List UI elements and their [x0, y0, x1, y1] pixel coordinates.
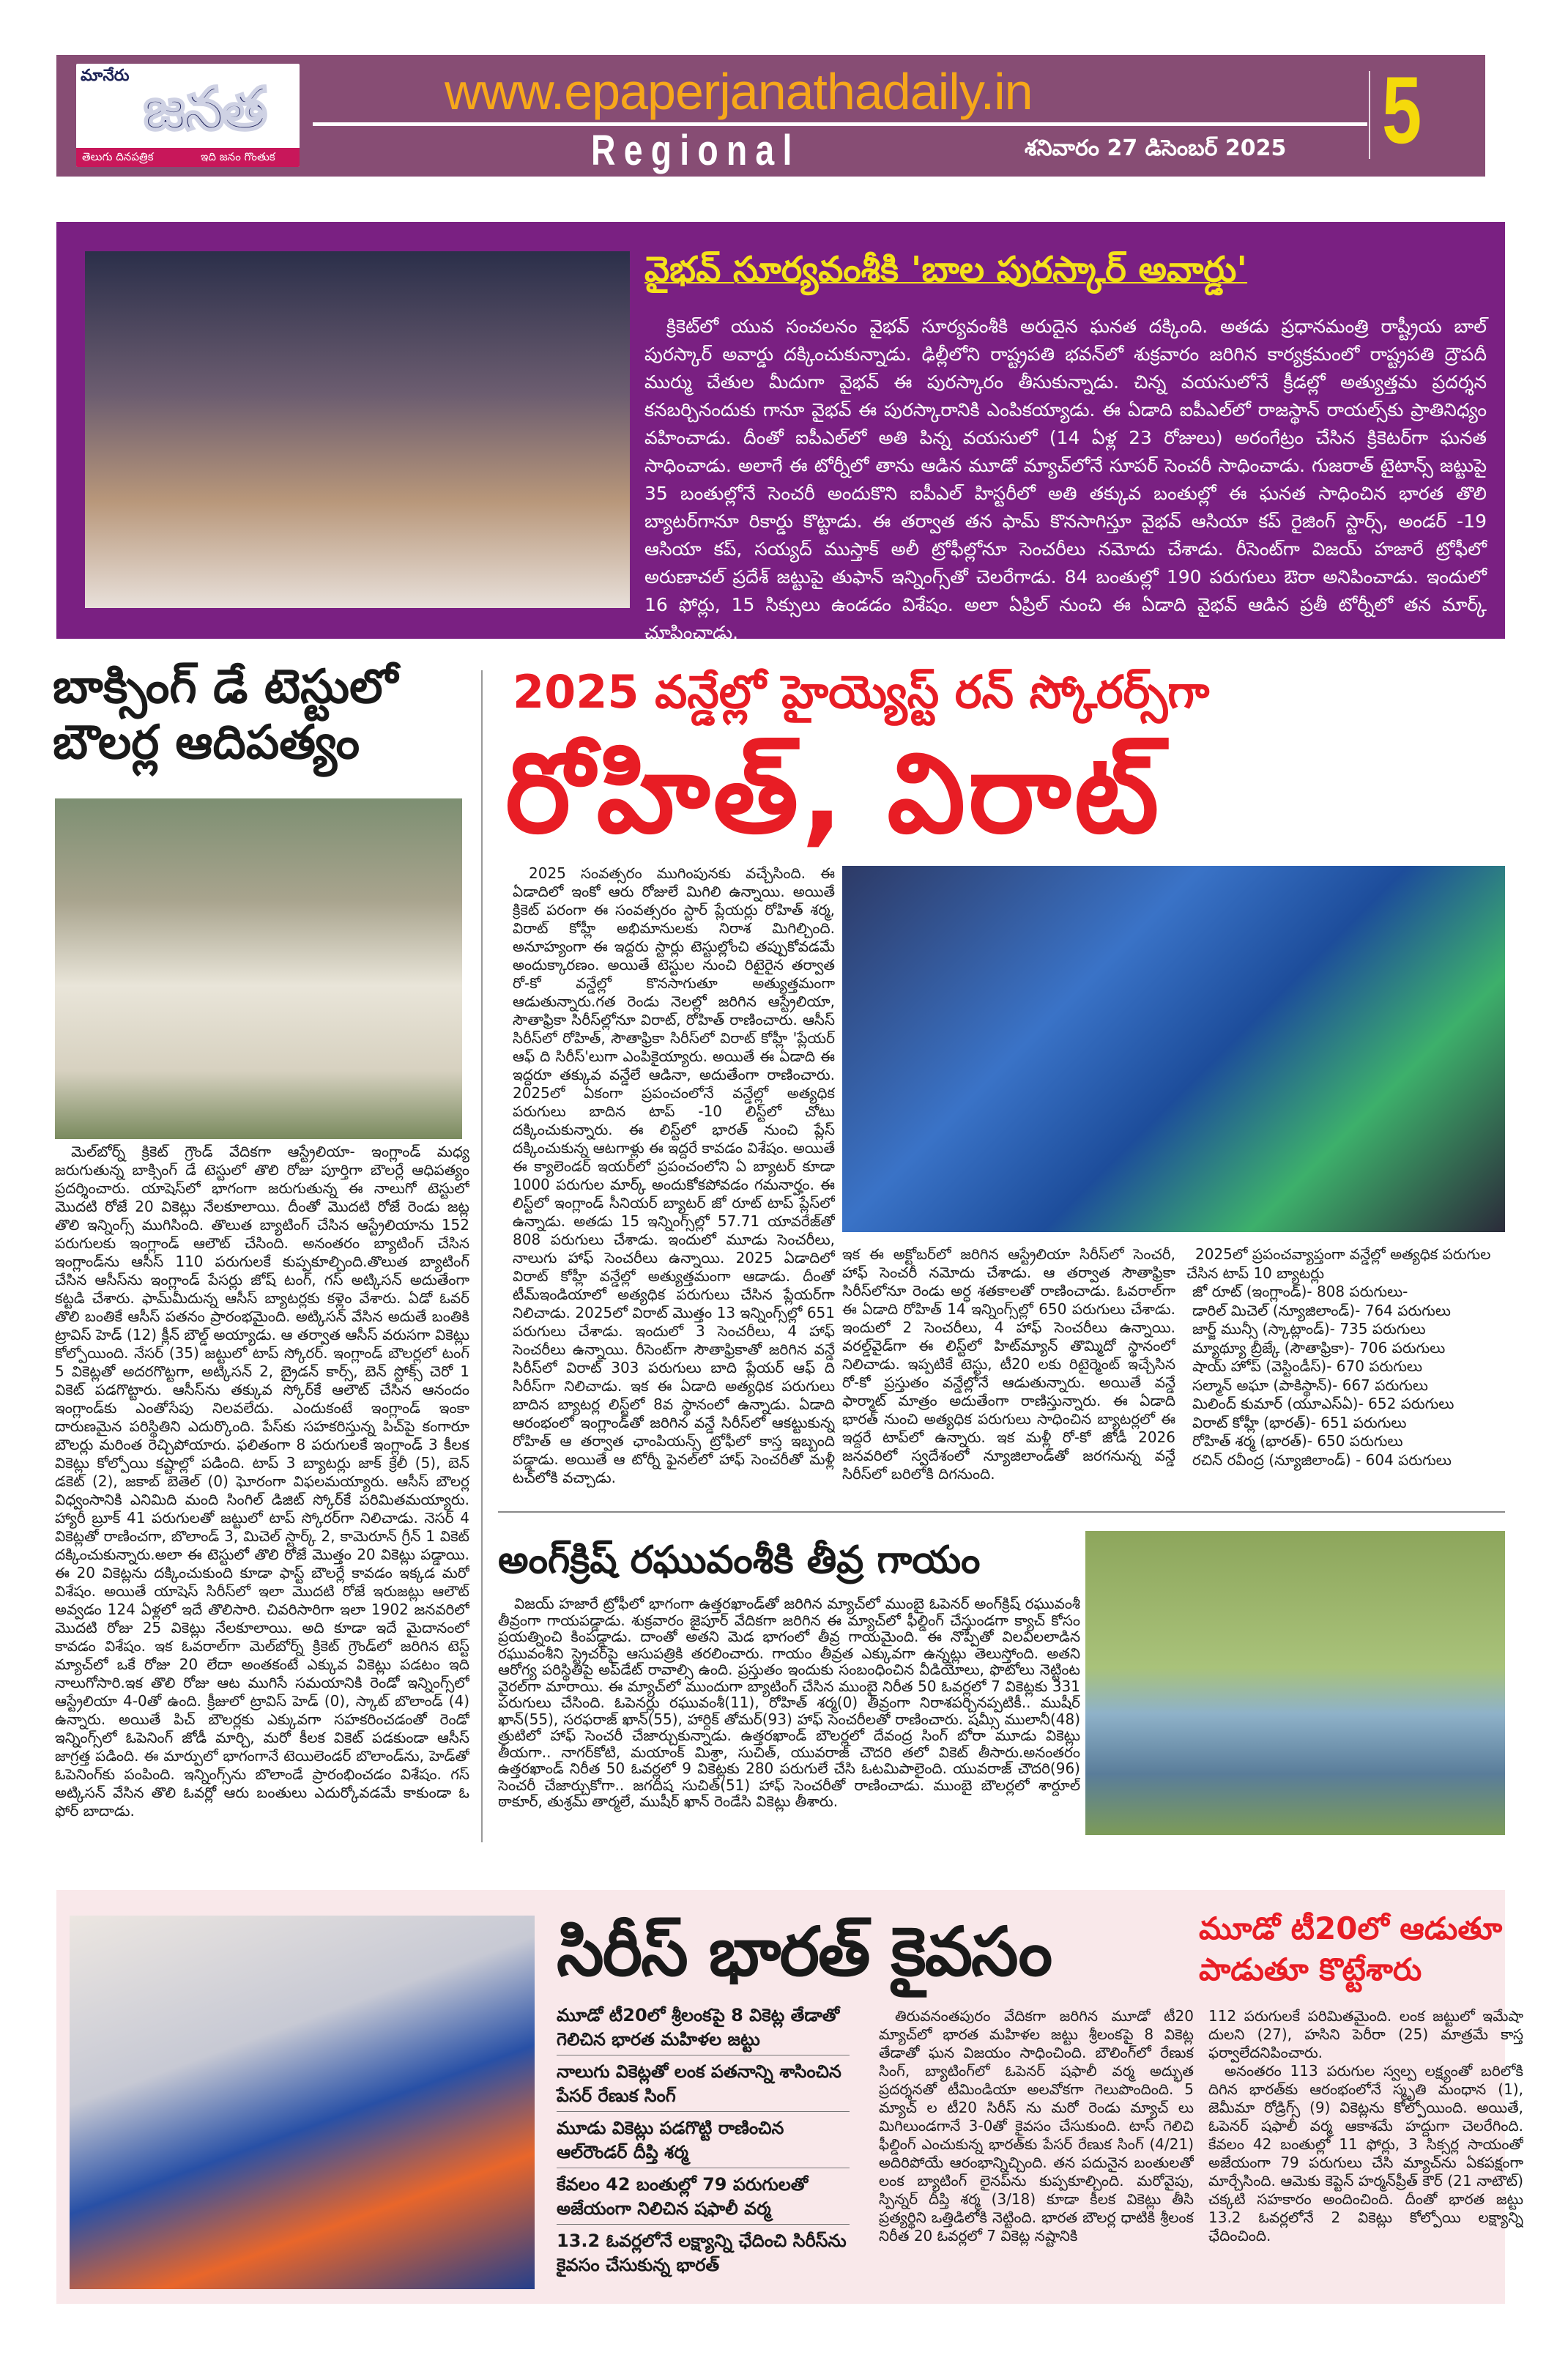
series-article-column-2: [1208, 2007, 1523, 2286]
boxing-headline: [53, 659, 477, 771]
series-red-line1: మూడో టీ20లో ఆడుతూ: [1199, 1910, 1503, 1946]
australia-players-celebration-photo: [55, 798, 462, 1139]
top10-item: విరాట్ కోహ్లీ (భారత్)- 651 పరుగులు: [1192, 1413, 1407, 1431]
rohit-article-column-2: [842, 1245, 1175, 1524]
top10-item: సల్మాన్ అఘా (పాకిస్థాన్)- 667 పరుగులు: [1192, 1376, 1428, 1394]
series-red-headline: [1199, 1908, 1503, 1990]
page-number-divider: [1369, 71, 1370, 159]
series-headline: సిరీస్ భారత్ కైవసం: [557, 1913, 1052, 1991]
rohit-paragraph-2: ఇక ఈ అక్టోబర్‌లో జరిగిన ఆస్ట్రేలియా సిరీస్‌లో సెంచరీ, హాఫ్ సెంచరీ నమోదు చేశాడు. ఆ తర్వాత సౌతాఫ్రికా సిరీస్‌లోనూ రెండు అర్ధ శతకాలతో రాణించాడు. ఓవరాల్‌గా ఈ ఏడాది రోహిత్ 14 ఇన్నింగ్స్‌ల్లో 650 పరుగులు చేశాడు. ఇందులో 2 సెంచరీలు, 4 హాఫ్ సెంచరీలు ఉన్నాయి. వరల్డ్‌వైడ్‌గా ఈ లిస్ట్‌లో హిట్‌మ్యాన్ తొమ్మిదో స్థానంలో నిలిచాడు. ఇప్పటికే టెస్టు, టీ20 లకు రిటైర్మెంట్ ఇచ్చేసిన రో-కో ప్రస్తుతం వన్డేల్లోనే ఆడుతున్నారు. అయితే వన్డే ఫార్మాట్ మాత్రం అదుతేంగా రాణిస్తున్నారు. ఈ ఏడాది భారత్ నుంచి అత్యధిక పరుగులు సాధించిన బ్యాటర్లలో ఈ ఇద్దరే టాప్‌లో ఉన్నారు. ఇక మళ్లీ రో-కో జోడీ 2026 జనవరిలో స్వదేశంలో న్యూజిలాండ్‌తో జరగనున్న వన్డే సిరీస్‌లో బరిలోకి దిగనుంది.: [842, 1245, 1175, 1483]
boxing-headline-line1: బాక్సింగ్ డే టెస్టులో: [53, 660, 398, 714]
highlight-item: 13.2 ఓవర్లలోనే లక్ష్యాన్ని ఛేదించి సిరీస్‌ను కైవసం చేసుకున్న భారత్: [557, 2231, 847, 2275]
series-article: [56, 1890, 1523, 2304]
boxing-paragraph: మెల్‌బోర్న్ క్రికెట్ గ్రౌండ్ వేదికగా ఆస్ట్రేలియా- ఇంగ్లాండ్ మధ్య జరుగుతున్న బాక్సింగ్ డే టెస్టులో తొలి రోజు పూర్తిగా బౌలర్లే ఆధిపత్యం ప్రదర్శించారు. యాషెస్‌లో భాగంగా జరుగుతున్న ఈ నాలుగో టెస్టులో మొదటి రోజే 20 వికెట్లు నేలకూలాయి. దీంతో మొదటి రోజే రెండు జట్ల తొలి ఇన్నింగ్స్ ముగిసింది. తొలుత బ్యాటింగ్ చేసిన ఆస్ట్రేలియాను 152 పరుగులకు ఇంగ్లాండ్ ఆలౌట్ చేసింది. అనంతరం బ్యాటింగ్ చేసిన ఇంగ్లాండ్‌ను ఆసీస్ 110 పరుగులకే కుప్పకూల్చింది.తొలుత బ్యాటింగ్ చేసిన ఆసీస్‌ను ఇంగ్లాండ్ పేసర్లు జోష్ టంగ్, గస్ అట్కిసన్ అదుతేంగా కట్టడి చేశారు. ఫామ్‌మీదున్న ఆసీస్ బ్యాటర్లకు కళ్లెం వేశారు. ఏడో ఓవర్ తొలి బంతికే ఆసీస్ పతనం ప్రారంభమైంది. అట్కిసన్ వేసిన అదుతే బంతికి ట్రావిస్ హెడ్ (12) క్లీన్ బౌల్డ్ అయ్యాడు. ఆ తర్వాత ఆసీస్ వరుసగా వికెట్లు కోల్పోయింది. నేసర్ (35) జట్టులో టాప్ స్కోరర్. ఇంగ్లాండ్ బౌలర్లలో టంగ్ 5 వికెట్లతో అదరగొట్టగా, అట్కిసన్ 2, బ్రైడన్ కార్స్, బెన్ స్టోక్స్ చెరో 1 వికెట్ పడగొట్టారు. ఆసీస్‌ను తక్కువ స్కోర్‌కే ఆలౌట్ చేసిన ఆనందం ఇంగ్లాండ్‌కు ఎంతోసేపు నిలవలేదు. ఎందుకంటే ఇంగ్లాండ్ ఇంకా దారుణమైన పరిస్థితిని ఎదుర్కొంది. పేస్‌కు సహకరిస్తున్న పిచ్‌పై కంగారూ బౌలర్లు మరింత రెచ్చిపోయారు. ఫలితంగా 8 పరుగులకే ఇంగ్లాండ్ 3 కీలక వికెట్లు కోల్పోయి కష్టాల్లో పడింది. టాప్ 3 బ్యాటర్లు జాక్ క్రేలీ (5), బెన్ డకెట్ (2), జకాబ్ బెతెల్ (0) ఘోరంగా విఫలమయ్యారు. ఆసీస్ బౌలర్ల విధ్వంసానికి ఎనిమిది మంది సింగిల్ డిజిట్ స్కోర్‌కే పరిమితమయ్యారు. హ్యారీ బ్రూక్ 41 పరుగులతో జట్టులో టాప్ స్కోరర్‌గా నిలిచాడు. నెసర్ 4 వికెట్లతో రాణించగా, బొలాండ్ 3, మిచెల్ స్టార్క్ 2, కామెరూన్ గ్రీన్ 1 వికెట్ దక్కించుకున్నారు.అలా ఈ టెస్టులో తొలి రోజే మొత్తం 20 వికెట్లు పడ్డాయి. ఈ 20 వికెట్లను దక్కించుకుంది కూడా ఫాస్ట్ బౌలర్లే కావడం ఇక్కడ మరో విశేషం. అయితే యాషెస్ సిరీస్‌లో ఇలా మొదటి రోజే ఇరుజట్లు ఆలౌట్ అవ్వడం 124 ఏళ్లలో ఇదే తొలిసారి. చివరిసారిగా ఇలా 1902 జనవరిలో మొదటి రోజు 25 వికెట్లు నేలకూలాయి. అది కూడా ఇదే మైదానంలో కావడం విశేషం. ఇక ఓవరాల్‌గా మెల్‌బోర్న్ క్రికెట్ గ్రౌండ్‌లో జరిగిన టెస్ట్ మ్యాచ్‌లో ఒకే రోజు 20 లేదా అంతకంటే ఎక్కువ వికెట్లు పడటం ఇది నాలుగోసారి.ఇక తొలి రోజు ఆట ముగిసే సమయానికి రెండో ఇన్నింగ్స్‌లో ఆస్ట్రేలియా 4-0తో ఉంది. క్రీజులో ట్రావిస్ హెడ్ (0), స్కాట్ బొలాండ్ (4) ఉన్నారు. అయితే పిచ్ బౌలర్లకు ఎక్కువగా సహకరించడంతో రెండో ఇన్నింగ్స్‌లో ఓపెనింగ్ జోడీ మార్చి, మరో కీలక వికెట్ పడకుండా ఆసీస్ జాగ్రత్త పడింది. ఈ మార్పులో భాగంగానే టెయిలెండర్ బొలాండ్‌ను, హెడ్‌తో ఓపెనింగ్‌కు పంపింది. ఇన్నింగ్స్‌ను బొలాండే ప్రారంభించడం విశేషం. గస్ అట్కిసన్ వేసిన తొలి ఓవర్లో ఆరు బంతులు ఎదుర్కోవడమే కాకుండా ఓ ఫోర్ బాదాడు.: [55, 1143, 469, 1820]
header-divider: [313, 122, 1367, 126]
highlight-item: మూడు వికెట్లు పడగొట్టి రాణించిన ఆల్‌రౌండర్ దీప్తి శర్మ: [557, 2115, 850, 2168]
section-divider: [498, 1511, 1505, 1513]
rohit-article-column-1: [513, 864, 835, 1524]
rohit-virat-photo: [842, 866, 1505, 1232]
series-red-line2: పాడుతూ కొట్టేశారు: [1199, 1951, 1422, 1987]
logo-wordmark: జనత: [144, 75, 264, 143]
logo-tagline-top: మానేరు: [81, 67, 130, 85]
feature-article-vaibhav: [56, 222, 1505, 643]
feature-headline: వైభవ్ సూర్యవంశీకి 'బాల పురస్కార్ అవార్డు': [644, 249, 1248, 290]
boxing-article-body: [55, 1143, 469, 1842]
top10-batters-list: [1186, 1245, 1509, 1469]
top10-item: రచిన్ రవీంద్ర (న్యూజిలాండ్) - 604 పరుగులు: [1192, 1450, 1452, 1469]
issue-date: శనివారం 27 డిసెంబర్ 2025: [1025, 136, 1287, 161]
rohit-virat-headline: రోహిత్, విరాట్: [505, 730, 1162, 858]
india-women-players-photo: [70, 1916, 535, 2289]
top10-item: డారిల్ మిచెల్ (న్యూజిలాండ్)- 764 పరుగులు: [1192, 1301, 1451, 1319]
series-paragraph-2: 112 పరుగులకే పరిమితమైంది. లంక జట్టులో ఇమేషా దులని (27), హసిని పెరీరా (25) మాత్రమే కాస్త ఫర్వాలేదనిపించారు.: [1208, 2007, 1523, 2061]
series-article-column-1: [879, 2007, 1194, 2286]
rohit-virat-subheadline: 2025 వన్డేల్లో హైయ్యెస్ట్ రన్ స్కోరర్స్‌గా: [513, 665, 1210, 719]
website-url[interactable]: www.epaperjanathadaily.in: [445, 63, 1033, 120]
top10-item: మ్యాథ్యూ బ్రీజ్కే (సౌతాఫ్రికా)- 706 పరుగులు: [1192, 1338, 1446, 1357]
highlights-list: [557, 2002, 850, 2283]
award-ceremony-photo: [85, 251, 630, 608]
logo-strip-right: ఇది జనం గొంతుక: [201, 150, 275, 163]
series-paragraph-1: తిరువనంతపురం వేదికగా జరిగిన మూడో టీ20 మ్యాచ్‌లో భారత మహిళల జట్టు శ్రీలంకపై 8 వికెట్ల తేడాతో ఘన విజయం సాధించింది. బౌలింగ్‌లో రేణుక సింగ్, బ్యాటింగ్‌లో ఓపెనర్ షఫాలీ వర్మ అద్భుత ప్రదర్శనతో టీమిండియా అలవోకగా గెలుపొందింది. 5 మ్యాచ్ ల టీ20 సిరీస్ ను మరో రెండు మ్యాచ్ లు మిగిలుండగానే 3-0తో కైవసం చేసుకుంది. టాస్ గెలిచి ఫీల్డింగ్ ఎంచుకున్న భారత్‌కు పేసర్ రేణుక సింగ్ (4/21) అదిరిపోయే ఆరంభాన్నిచ్చింది. తన పదునైన బంతులతో లంక బ్యాటింగ్ లైనప్‌ను కుప్పకూల్చింది. మరోవైపు, స్పిన్నర్ దీప్తి శర్మ (3/18) కూడా కీలక వికెట్లు తీసి ప్రత్యర్థిని ఒత్తిడిలోకి నెట్టింది. భారత బౌలర్ల ధాటికి శ్రీలంక నిరీత 20 ఓవర్లలో 7 వికెట్ల నష్టానికి: [879, 2007, 1194, 2244]
highlight-item: మూడో టీ20లో శ్రీలంకపై 8 వికెట్ల తేడాతో గెలిచిన భారత మహిళల జట్టు: [557, 2002, 850, 2055]
highlight-item: నాలుగు వికెట్లతో లంక పతనాన్ని శాసించిన పేసర్ రేణుక సింగ్: [557, 2058, 850, 2112]
section-name: Regional: [591, 127, 800, 174]
feature-body: క్రికెట్‌లో యువ సంచలనం వైభవ్ సూర్యవంశీకి అరుదైన ఘనత దక్కింది. అతడు ప్రధానమంత్రి రాష్ట్రీయ బాల్ పురస్కార్ అవార్డు దక్కించుకున్నాడు. ఢిల్లీలోని రాష్ట్రపతి భవన్‌లో శుక్రవారం జరిగిన కార్యక్రమంలో రాష్ట్రపతి ద్రౌపదీ ముర్ము చేతుల మీదుగా వైభవ్ ఈ పురస్కారం తీసుకున్నాడు. చిన్న వయసులోనే క్రీడల్లో అత్యుత్తమ ప్రదర్శన కనబర్చినందుకు గానూ వైభవ్ ఈ పురస్కారానికి ఎంపికయ్యాడు. ఈ ఏడాది ఐపీఎల్‌లో రాజస్థాన్ రాయల్స్‌కు ప్రాతినిధ్యం వహించాడు. దీంతో ఐపీఎల్‌లో అతి పిన్న వయసులో (14 ఏళ్ల 23 రోజులు) అరంగేట్రం చేసిన క్రికెటర్‌గా ఘనత సాధించాడు. అలాగే ఈ టోర్నీలో తాను ఆడిన మూడో మ్యాచ్‌లోనే సూపర్ సెంచరీ సాధించాడు. గుజరాత్ టైటాన్స్ జట్టుపై 35 బంతుల్లోనే సెంచరీ అందుకొని ఐపీఎల్ హిస్టరీలో అతి తక్కువ బంతుల్లో ఈ ఘనత సాధించిన భారత తొలి బ్యాటర్‌గానూ రికార్డు కొట్టాడు. ఈ తర్వాత తన ఫామ్ కొనసాగిస్తూ వైభవ్ ఆసియా కప్ రైజింగ్ స్టార్స్, అండర్ -19 ఆసియా కప్, సయ్యద్ ముస్తాక్ అలీ ట్రోఫీల్లోనూ సెంచరీలు నమోదు చేశాడు. రీసెంట్‌గా విజయ్ హజారే ట్రోఫీలో అరుణాచల్ ప్రదేశ్ జట్టుపై తుఫాన్ ఇన్నింగ్స్‌తో చెలరేగాడు. 84 బంతుల్లో 190 పరుగులు ఔరా అనిపించాడు. ఇందులో 16 ఫోర్లు, 15 సిక్సులు ఉండడం విశేషం. అలా ఏప్రిల్ నుంచి ఈ ఏడాది వైభవ్ ఆడిన ప్రతీ టోర్నీలో తన మార్క్ చూపించాడు.: [644, 316, 1487, 643]
top10-item: షాయ్ హోప్ (వెస్టిండీస్)- 670 పరుగులు: [1192, 1357, 1423, 1375]
raghuvanshi-headline: అంగ్‌క్రిష్ రఘువంశీకి తీవ్ర గాయం: [498, 1538, 981, 1582]
highlight-item: కేవలం 42 బంతుల్లో 79 పరుగులతో అజేయంగా నిలిచిన షఫాలీ వర్మ: [557, 2171, 850, 2225]
top10-item: జో రూట్ (ఇంగ్లాండ్)- 808 పరుగులు-: [1192, 1283, 1408, 1300]
top10-item: రోహిత్ శర్మ (భారత్)- 650 పరుగులు: [1192, 1432, 1403, 1450]
column-divider: [481, 670, 483, 1842]
page-number: 5: [1382, 56, 1422, 163]
rohit-paragraph-1: 2025 సంవత్సరం ముగింపునకు వచ్చేసింది. ఈ ఏడాదిలో ఇంకో ఆరు రోజులే మిగిలి ఉన్నాయి. అయితే క్రికెట్ పరంగా ఈ సంవత్సరం స్టార్ ప్లేయర్లు రోహిత్ శర్మ, విరాట్ కోహ్లీ అభిమానులకు నిరాశ మిగిల్చింది. అనూహ్యంగా ఈ ఇద్దరు స్టార్లు టెస్టుల్లోంచి తప్పుకోవడమే అందుక్కారణం. అయితే టెస్టుల నుంచి రిటైరైన తర్వాత రో-కో వన్డేల్లో కొనసాగుతూ అత్యుత్తమంగా ఆడుతున్నారు.గత రెండు నెలల్లో జరిగిన ఆస్ట్రేలియా, సౌతాఫ్రికా సిరీస్‌ల్లోనూ విరాట్, రోహిత్ రాణించారు. ఆసీస్ సిరీస్‌లో రోహిత్, సౌతాఫ్రికా సిరీస్‌లో విరాట్ కోహ్లీ 'ప్లేయర్ ఆఫ్ ది సిరీస్'లుగా ఎంపికైయ్యారు. అయితే ఈ ఏడాది ఈ ఇద్దరూ తక్కువ వన్డేలే ఆడినా, అదుతేంగా రాణించారు. 2025లో ఏకంగా ప్రపంచంలోనే వన్డేల్లో అత్యధిక పరుగులు బాదిన టాప్ -10 లిస్ట్‌లో చోటు దక్కించుకున్నారు. ఈ లిస్ట్‌లో భారత్ నుంచి ప్లేస్ దక్కించుకున్న ఆటగాళ్లు ఈ ఇద్దరే కావడం విశేషం. అయితే ఈ క్యాలెండర్ ఇయర్‌లో ప్రపంచంలోని ఏ బ్యాటర్ కూడా 1000 పరుగుల మార్క్ అందుకోకపోవడం గమనార్హం. ఈ లిస్ట్‌లో ఇంగ్లాండ్ సీనియర్ బ్యాటర్ జో రూట్ టాప్ ప్లేస్‌లో ఉన్నాడు. అతడు 15 ఇన్నింగ్స్‌ల్లో 57.71 యావరేజ్‌తో 808 పరుగులు చేశాడు. ఇందులో మూడు సెంచరీలు, నాలుగు హాఫ్ సెంచరీలు ఉన్నాయి. 2025 ఏడాదిలో విరాట్ కోహ్లీ వన్డేల్లో అత్యుత్తమంగా ఆడాడు. దీంతో టీమ్‌ఇండియాలో అత్యధిక పరుగులు చేసిన ప్లేయర్‌గా నిలిచాడు. 2025లో విరాట్ మొత్తం 13 ఇన్నింగ్స్‌ల్లో 651 పరుగులు చేశాడు. ఇందులో 3 సెంచరీలు, 4 హాఫ్ సెంచరీలు ఉన్నాయి. రీసెంట్‌గా సౌతాఫ్రికాతో జరిగిన వన్డే సిరీస్‌లో విరాట్ 303 పరుగులు బాది ప్లేయర్ ఆఫ్ ది సిరీస్‌గా నిలిచాడు. ఇక ఈ ఏడాది అత్యధిక పరుగులు బాదిన బ్యాటర్ల లిస్ట్‌లో 8వ స్థానంలో ఉన్నాడు. ఏడాది ఆరంభంలో ఇంగ్లాండ్‌తో జరిగిన వన్డే సిరీస్‌లో ఆకట్టుకున్న రోహిత్ ఆ తర్వాత ఛాంపియన్స్ ట్రోఫీలో కాస్త ఇబ్బంది పడ్డాడు. అయితే ఆ టోర్నీ ఫైనల్‌లో హాఫ్ సెంచరీతో మళ్లీ టచ్‌లోకి వచ్చాడు.: [513, 864, 835, 1486]
series-paragraph-3: అనంతరం 113 పరుగుల స్వల్ప లక్ష్యంతో బరిలోకి దిగిన భారత్‌కు ఆరంభంలోనే స్మృతి మంధాన (1), జెమీమా రోడ్రిగ్స్ (9) వికెట్లను కోల్పోయింది. అయితే, ఓపెనర్ షఫాలీ వర్మ ఆకాశమే హద్దుగా చెలరేగింది. కేవలం 42 బంతుల్లో 11 ఫోర్లు, 3 సిక్సర్ల సాయంతో అజేయంగా 79 పరుగులు చేసి మ్యాచ్‌ను ఏకపక్షంగా మార్చేసింది. ఆమెకు కెప్టెన్ హర్మన్‌ప్రీత్ కౌర్ (21 నాటౌట్) చక్కటి సహకారం అందించింది. దీంతో భారత జట్టు 13.2 ఓవర్లలోనే 2 వికెట్లు కోల్పోయి లక్ష్యాన్ని ఛేదించింది.: [1208, 2062, 1523, 2244]
masthead: [56, 55, 1485, 177]
top10-intro: 2025లో ప్రపంచవ్యాప్తంగా వన్డేల్లో అత్యధిక పరుగుల చేసిన టాప్ 10 బ్యాటర్లు: [1186, 1245, 1491, 1282]
newspaper-logo: [76, 64, 300, 167]
logo-strip-left: తెలుగు దినపత్రిక: [82, 150, 154, 163]
logo-strip: [76, 148, 300, 167]
injured-player-photo: [1085, 1531, 1505, 1835]
top10-item: జార్జ్ మున్సీ (స్కాట్లాండ్)- 735 పరుగులు: [1192, 1320, 1426, 1338]
raghuvanshi-article-body: [498, 1595, 1080, 1841]
raghuvanshi-paragraph: విజయ్ హజారే ట్రోఫీలో భాగంగా ఉత్తరఖాండ్‌తో జరిగిన మ్యాచ్‌లో ముంబై ఓపెనర్ అంగ్‌క్రిష్ రఘువంశీ తీవ్రంగా గాయపడ్డాడు. శుక్రవారం జైపూర్ వేదికగా జరిగిన ఈ మ్యాచ్‌లో ఫీల్డింగ్ చేస్తుండగా క్యాచ్ కోసం ప్రయత్నించి కింపడ్డాడు. దాంతో అతని మెడ భాగంలో తీవ్ర గాయమైంది. ఈ నొప్పితో విలవిలలాడిన రఘువంశీని స్ట్రెచర్‌పై ఆసుపత్రికి తరలించారు. గాయం తీవ్రత ఎక్కువగా ఉన్నట్లు తెలుస్తోంది. అతని ఆరోగ్య పరిస్థితిపై అప్‌డేట్ రావాల్సి ఉంది. ప్రస్తుతం ఇందుకు సంబంధించిన వీడియోలు, ఫొటోలు నెట్టింట వైరల్‌గా మారాయి. ఈ మ్యాచ్‌లో ముందుగా బ్యాటింగ్ చేసిన ముంబై నిరీత 50 ఓవర్లలో 7 వికెట్లకు 331 పరుగులు చేసింది. ఓపెనర్లు రఘువంశీ(11), రోహిత్ శర్మ(0) తీవ్రంగా నిరాశపర్చినప్పటికీ.. ముషీర్ ఖాన్(55), సరఫరాజ్ ఖాన్(55), హార్దిక్ తోమర్(93) హాఫ్ సెంచరీలతో రాణించారు. షమ్సీ ములానీ(48) త్రుటిలో హాఫ్ సెంచరీ చేజార్చుకున్నాడు. ఉత్తరఖాండ్ బౌలర్లలో దేవంద్ర సింగ్ బోరా మూడు వికెట్లు తీయగా.. నాగర్‌కోటి, మయాంక్ మిశ్రా, సుచిత్, యువరాజ్ చౌదరి తలో వికెట్ తీసారు.అనంతరం ఉత్తరఖాండ్ నిరీత 50 ఓవర్లలో 9 వికెట్లకు 280 పరుగులే చేసి ఓటమిపాలైంది. యువరాజ్ చౌదరి(96) సెంచరీ చేజార్చుకోగా.. జగదీష సుచిత్(51) హాఫ్ సెంచరీతో రాణించాడు. ముంబై బౌలర్లలో శార్దూల్ ఠాకూర్, తుశ్రమ్ తార్మలే, ముషీర్ ఖాన్ రెండేసి వికెట్లు తీశారు.: [498, 1595, 1080, 1810]
top10-item: మిలింద్ కుమార్ (యూఎస్ఏ)- 652 పరుగులు: [1192, 1395, 1454, 1412]
boxing-headline-line2: బౌలర్ల ఆదిపత్యం: [53, 716, 360, 770]
